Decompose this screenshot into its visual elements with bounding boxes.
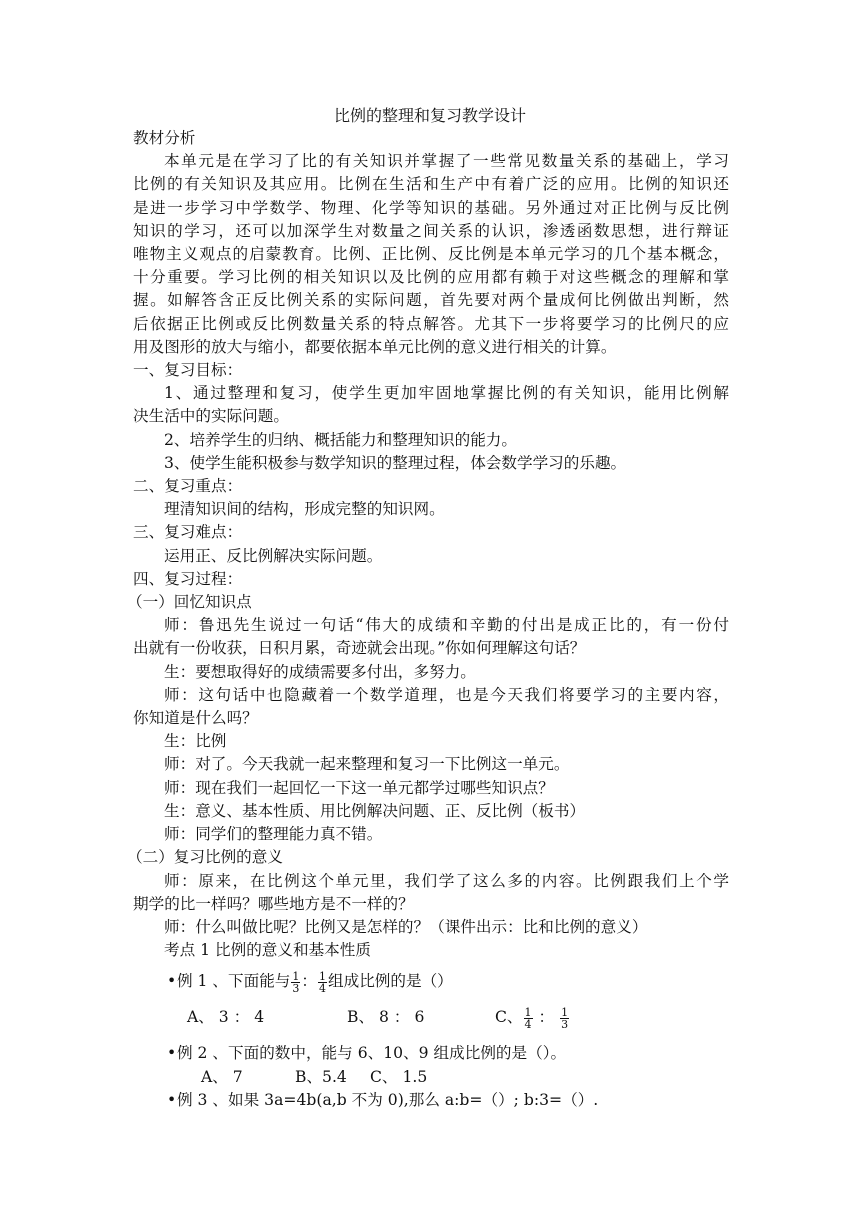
example-1-options <box>133 996 729 1042</box>
goal-item: 1、通过整理和复习，使学生更加牢固地掌握比例的有关知识，能用比例解 <box>164 384 729 403</box>
dialogue-line: 生：意义、基本性质、用比例解决问题、正、反比例（板书） <box>164 801 586 820</box>
section-heading-difficulties: 三、复习难点： <box>133 523 243 542</box>
example-2-question: •例 2 、下面的数中，能与 6、10、9 组成比例的是（）。 <box>133 1042 729 1065</box>
dialogue-line: 师：现在我们一起回忆一下这一单元都学过哪些知识点？ <box>164 778 554 797</box>
dialogue-line: 生：要想取得好的成绩需要多付出，多努力。 <box>164 662 476 681</box>
fraction-one-fourth: $\frac{1}{4}$ <box>319 969 327 995</box>
subsection-heading-recall: （一）回忆知识点 <box>127 593 252 612</box>
paragraph-line: 知识的学习，还可以加深学生对数量之间关系的认识，渗透函数思想，进行辩证 <box>133 221 729 240</box>
paragraph-line: 后依据正比例或反比例数量关系的特点解答。尤其下一步将要学习的比例尺的应 <box>133 314 729 333</box>
example-3-question: •例 3 、如果 3a=4b(a,b 不为 0),那么 a:b=（）; b:3=（）. <box>133 1089 729 1112</box>
goal-item: 2、培养学生的归纳、概括能力和整理知识的能力。 <box>164 430 517 449</box>
exam-point-heading: 考点 1 比例的意义和基本性质 <box>164 941 371 960</box>
difficulty-text: 运用正、反比例解决实际问题。 <box>164 546 383 565</box>
ratio-colon: ： <box>301 972 318 991</box>
key-point-text: 理清知识间的结构，形成完整的知识网。 <box>164 500 445 519</box>
paragraph-line: 用及图形的放大与缩小，都要依据本单元比例的意义进行相关的计算。 <box>133 337 617 356</box>
bullet-icon: • <box>167 972 177 991</box>
document-title: 比例的整理和复习教学设计 <box>333 106 526 125</box>
option-a: A、 3 ： 4 <box>187 1008 265 1027</box>
option-b: B、 8 ： 6 <box>347 1008 425 1027</box>
example-2-options <box>133 1066 729 1089</box>
dialogue-line: 你知道是什么吗？ <box>133 709 258 728</box>
fraction-one-fourth: $\frac{1}{4}$ <box>524 1005 532 1031</box>
example-1-question <box>167 970 453 994</box>
subsection-heading-meaning: （二）复习比例的意义 <box>127 848 283 867</box>
dialogue-line: 期学的比一样吗？哪些地方是不一样的？ <box>133 894 414 913</box>
dialogue-line: 师：什么叫做比呢？比例又是怎样的？（课件出示：比和比例的意义） <box>164 917 648 936</box>
section-heading-textbook-analysis: 教材分析 <box>133 129 196 147</box>
dialogue-line: 生：比例 <box>164 732 227 751</box>
bullet-icon: • <box>167 1090 177 1109</box>
fraction-one-third: $\frac{1}{3}$ <box>292 969 300 995</box>
dialogue-line: 出就有一份收获，日积月累，奇迹就会出现。”你如何理解这句话？ <box>133 639 586 658</box>
goal-item: 3、使学生能积极参与数学知识的整理过程，体会数学学习的乐趣。 <box>164 453 627 472</box>
paragraph-line: 是进一步学习中学数学、物理、化学等知识的基础。另外通过对正比例与反比例 <box>133 198 729 217</box>
paragraph-line: 本单元是在学习了比的有关知识并掌握了一些常见数量关系的基础上，学习 <box>164 152 729 171</box>
option-c: C、 1.5 <box>370 1067 428 1086</box>
dialogue-line: 师：同学们的整理能力真不错。 <box>164 825 383 844</box>
option-b: B、5.4 <box>295 1067 347 1086</box>
section-heading-key-points: 二、复习重点： <box>133 477 243 496</box>
section-heading-process: 四、复习过程： <box>133 569 243 588</box>
goal-item-continued: 决生活中的实际问题。 <box>133 407 289 426</box>
option-c: C、 $\frac{1}{4}$ ： $\frac{1}{3}$ <box>495 1005 569 1031</box>
dialogue-line: 师：这句话中也隐藏着一个数学道理，也是今天我们将要学习的主要内容， <box>164 685 729 704</box>
option-a: A、 7 <box>201 1067 243 1086</box>
paragraph-line: 比例的有关知识及其应用。比例在生活和生产中有着广泛的应用。比例的知识还 <box>133 175 729 194</box>
document-body <box>127 127 729 1112</box>
paragraph-line: 握。如解答含正反比例关系的实际问题，首先要对两个量成何比例做出判断，然 <box>133 291 729 310</box>
dialogue-line: 师：鲁迅先生说过一句话“伟大的成绩和辛勤的付出是成正比的，有一份付 <box>164 616 729 635</box>
dialogue-line: 师：对了。今天我就一起来整理和复习一下比例这一单元。 <box>164 755 570 774</box>
section-heading-goals: 一、复习目标： <box>133 361 243 380</box>
paragraph-line: 十分重要。学习比例的相关知识以及比例的应用都有赖于对这些概念的理解和掌 <box>133 268 729 287</box>
example-1 <box>133 962 729 996</box>
bullet-icon: • <box>167 1044 177 1063</box>
example-1-suffix: 组成比例的是（） <box>328 972 453 991</box>
paragraph-line: 唯物主义观点的启蒙教育。比例、正比例、反比例是本单元学习的几个基本概念， <box>133 245 729 264</box>
example-1-prefix: 例 1 、下面能与 <box>177 972 291 991</box>
dialogue-line: 师：原来，在比例这个单元里，我们学了这么多的内容。比例跟我们上个学 <box>164 871 729 890</box>
fraction-one-third: $\frac{1}{3}$ <box>561 1005 569 1031</box>
